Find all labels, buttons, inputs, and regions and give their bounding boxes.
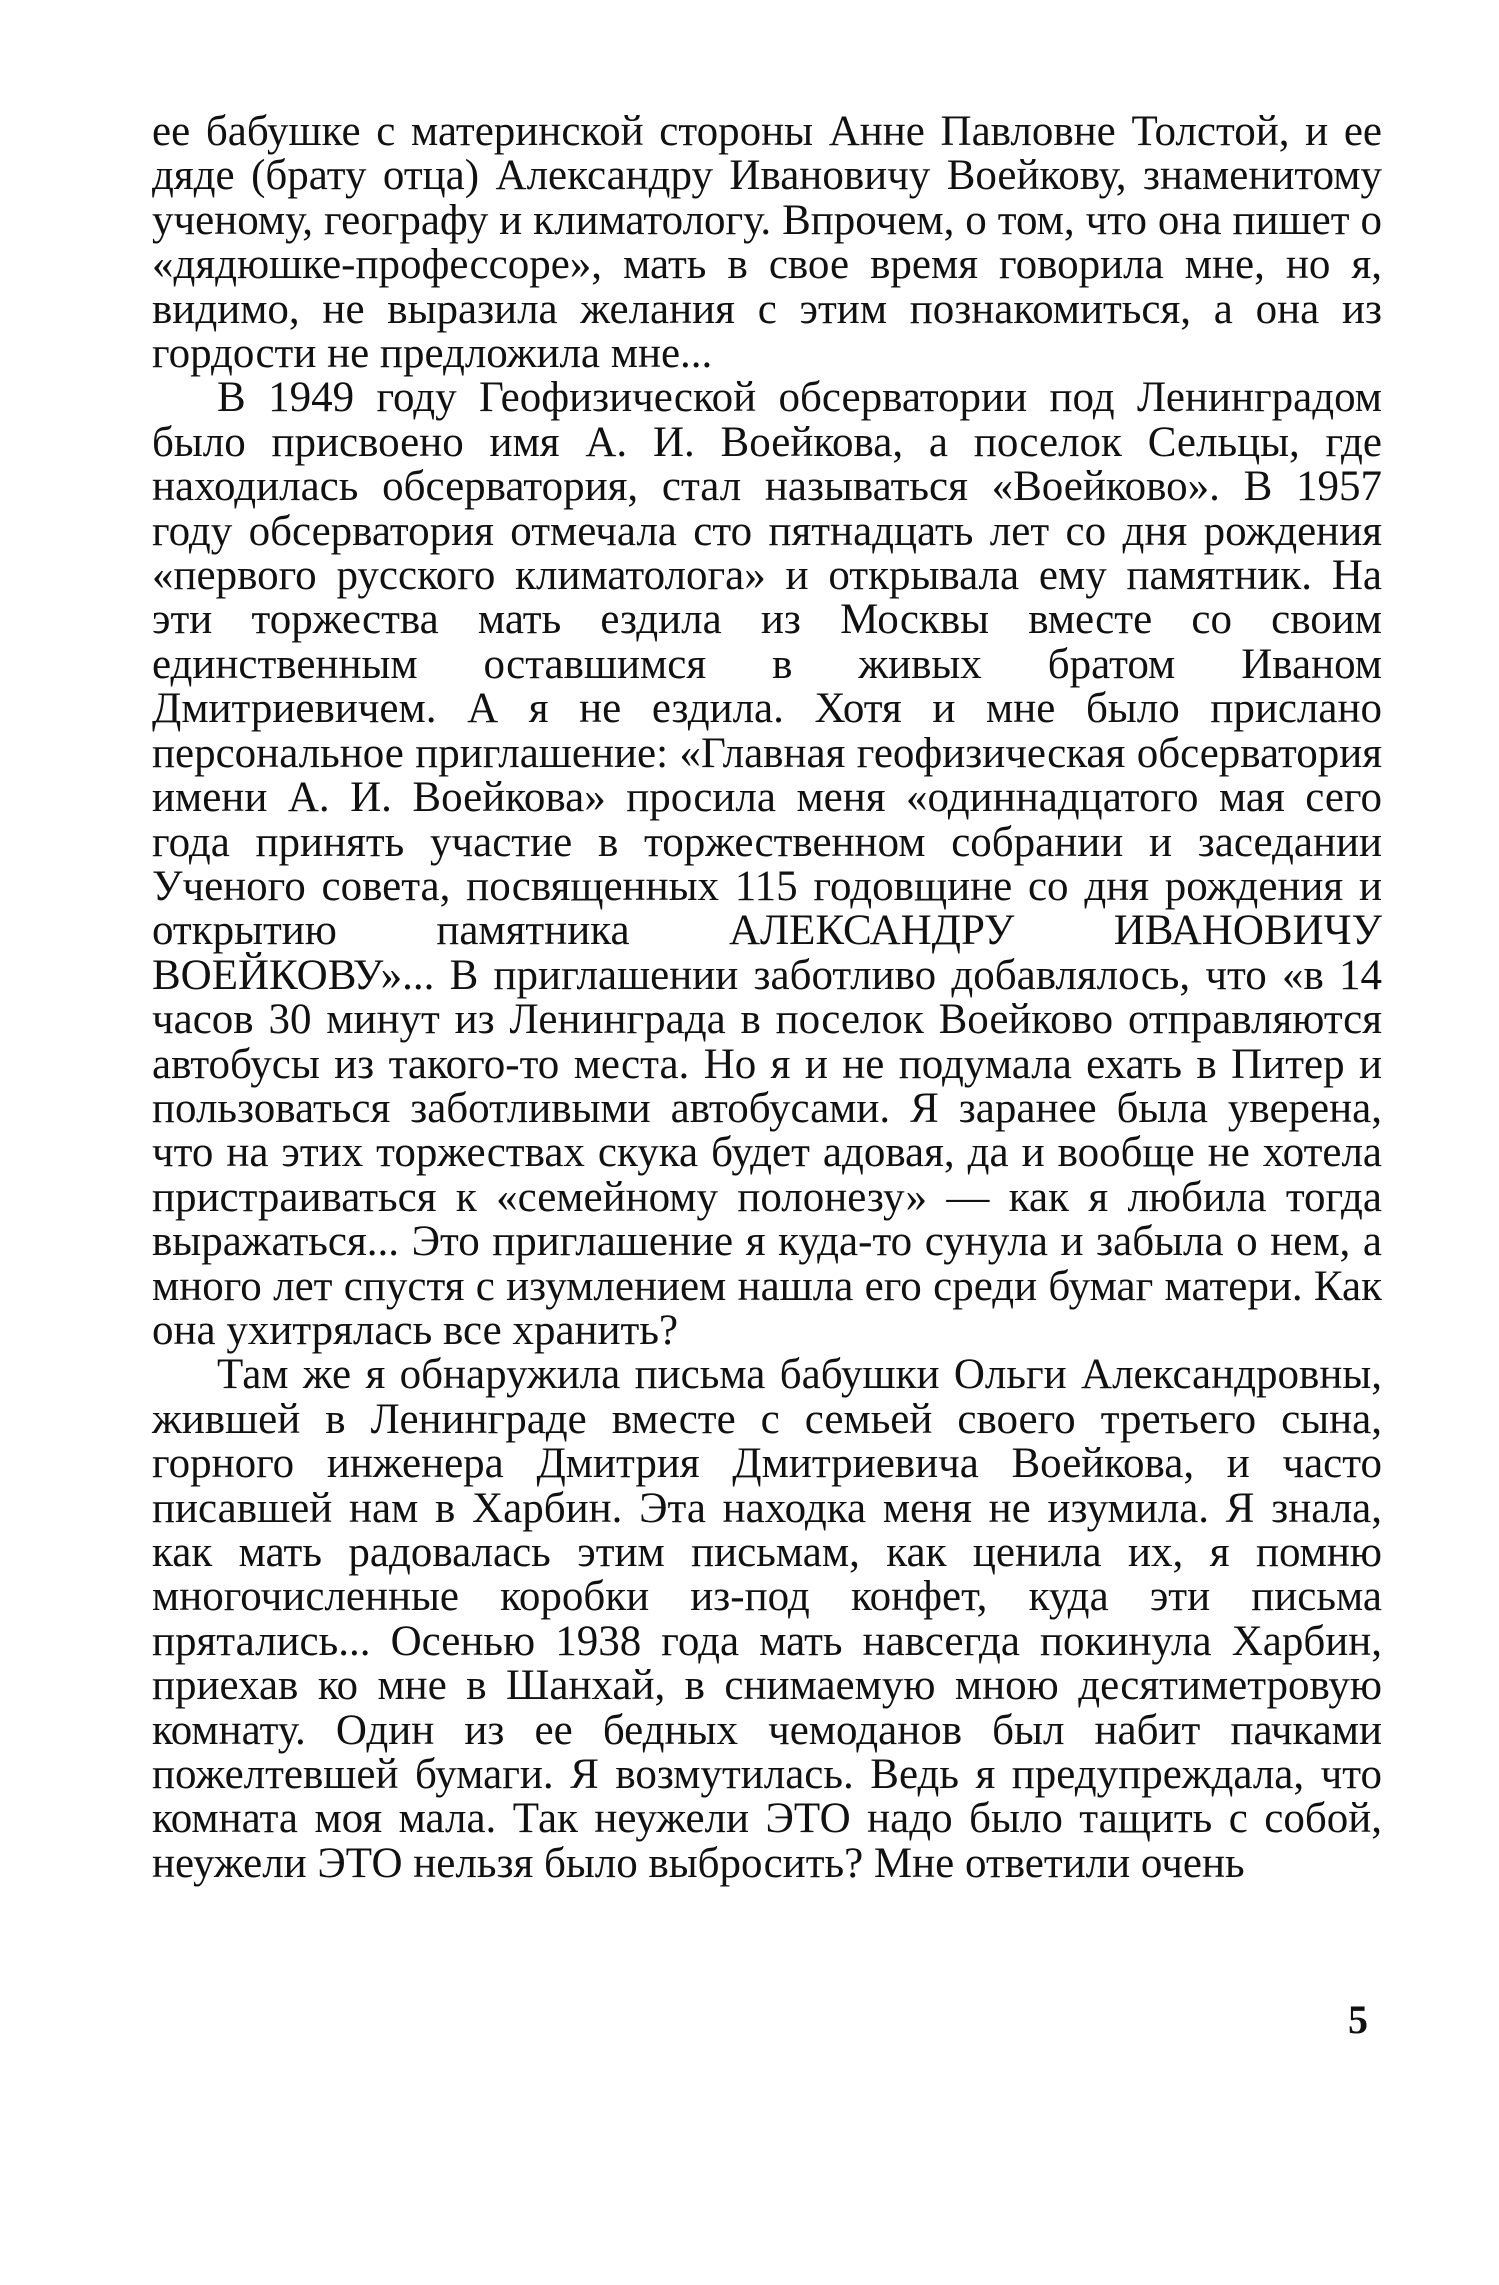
body-text <box>152 110 1382 1886</box>
paragraph-3: Там же я обнаружила письма бабушки Ольги Александровны, жившей в Ленинграде вместе с семьей своего третьего сына, горного инженера Дмитрия Дмитриевича Воейкова, и часто писавшей нам в Харбин. Эта находка меня не изумила. Я знала, как мать радовалась этим письмам, как ценила их, я помню многочисленные коробки из-под конфет, куда эти письма прятались... Осенью 1938 года мать навсегда покинула Харбин, приехав ко мне в Шанхай, в снимаемую мною десятиметровую комнату. Один из ее бедных чемоданов был набит пачками пожелтевшей бумаги. Я возмутилась. Ведь я предупреждала, что комната моя мала. Так неужели ЭТО надо было тащить с собой, неужели ЭТО нельзя было выбросить? Мне ответили очень <box>152 1351 1382 1887</box>
paragraph-1: ее бабушке с материнской стороны Анне Павловне Толстой, и ее дяде (брату отца) Александру Ивановичу Воейкову, знаменитому ученому, географу и климатологу. Впрочем, о том, что она пишет о «дядюшке-профессоре», мать в свое время говорила мне, но я, видимо, не выразила желания с этим познакомиться, а она из гордости не предложила мне... <box>152 108 1382 378</box>
paragraph-2: В 1949 году Геофизической обсерватории под Ленинградом было присвоено имя А. И. Воейкова, а поселок Сельцы, где находилась обсерватория, стал называться «Воейково». В 1957 году обсерватория отмечала сто пятнадцать лет со дня рождения «первого русского климатолога» и открывала ему памятник. На эти торжества мать ездила из Москвы вместе со своим единственным оставшимся в живых братом Иваном Дмитриевичем. А я не ездила. Хотя и мне было прислано персональное приглашение: «Главная геофизическая обсерватория имени А. И. Воейкова» просила меня «одиннадцатого мая сего года принять участие в торжественном собрании и заседании Ученого совета, посвященных 115 годовщине со дня рождения и открытию памятника АЛЕКСАНДРУ ИВАНОВИЧУ ВОЕЙКОВУ»... В приглашении заботливо добавлялось, что «в 14 часов 30 минут из Ленинграда в поселок Воейково отправляются автобусы из такого-то места. Но я и не подумала ехать в Питер и пользоваться заботливыми автобусами. Я заранее была уверена, что на этих торжествах скука будет адовая, да и вообще не хотела пристраиваться к «семейному полонезу» — как я любила тогда выражаться... Это приглашение я куда-то сунула и забыла о нем, а много лет спустя с изумлением нашла его среди бумаг матери. Как она ухитрялась все хранить? <box>152 374 1382 1354</box>
page-number: 5 <box>1348 1997 1368 2042</box>
